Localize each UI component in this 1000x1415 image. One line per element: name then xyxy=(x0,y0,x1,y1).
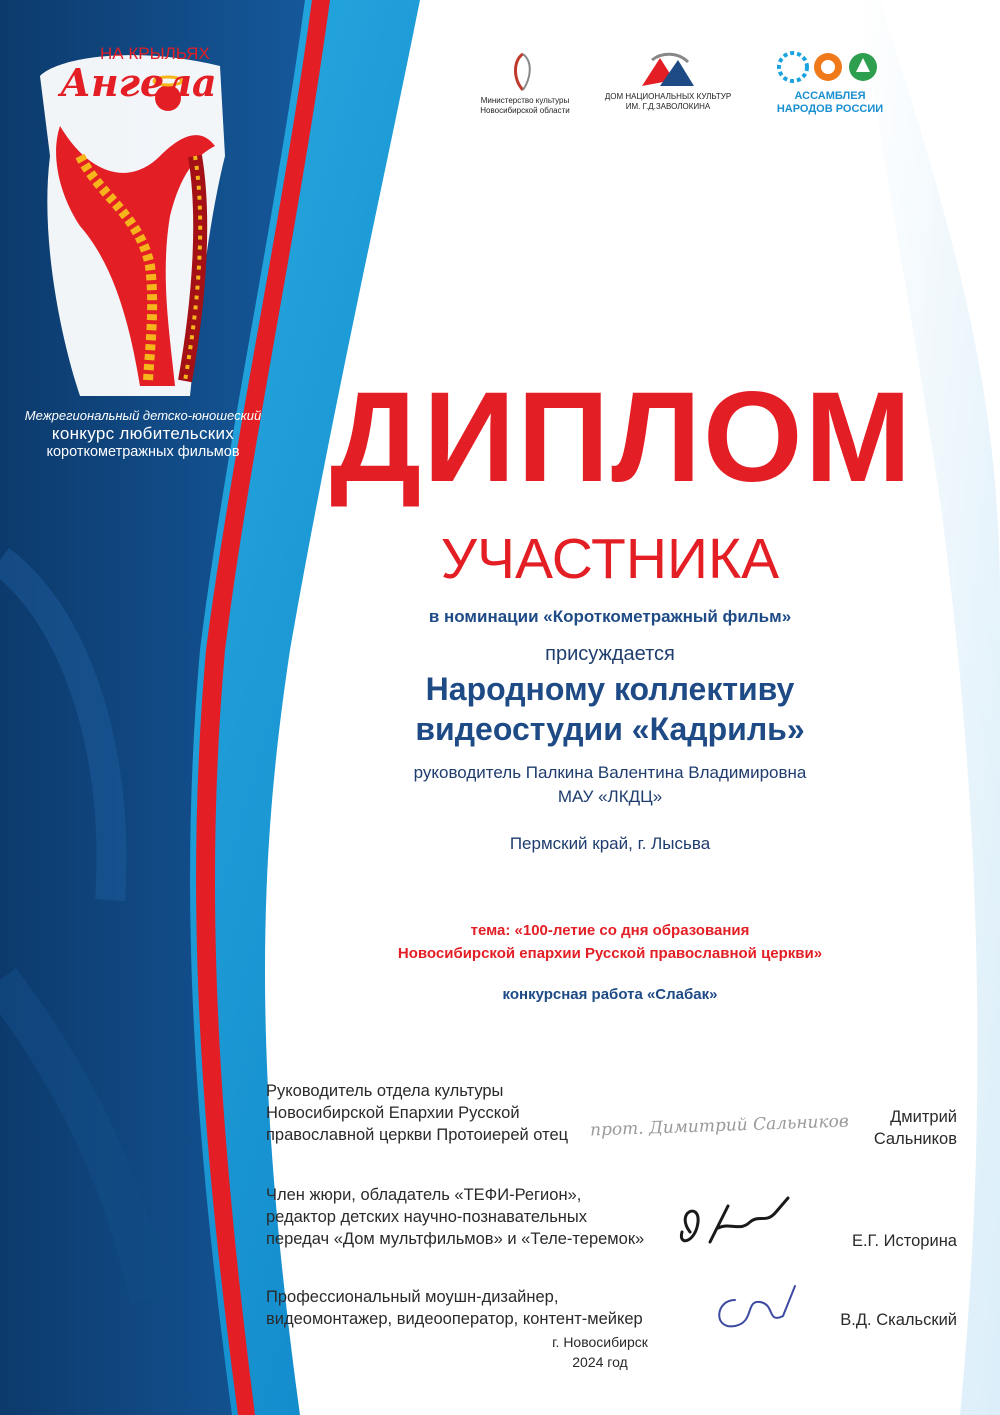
awarded-label: присуждается xyxy=(545,643,675,665)
signature-2-role xyxy=(266,1184,644,1250)
ministry-logo-icon xyxy=(503,50,543,94)
signature-2-scribble xyxy=(670,1192,795,1262)
signature-3-role xyxy=(266,1286,643,1330)
theme-line-1: тема: «100-летие со дня образования xyxy=(470,922,750,939)
head-name: руководитель Палкина Валентина Владимировна xyxy=(413,763,807,782)
signature-3-scribble xyxy=(705,1280,800,1340)
recipient-line-1: Народному коллективу xyxy=(425,671,795,707)
house-line-2: ИМ. Г.Д.ЗАВОЛОКИНА xyxy=(625,102,711,111)
signature-1-handwriting: прот. Димитрий Сальников xyxy=(589,1111,850,1141)
ministry-line-1: Министерство культуры xyxy=(480,96,570,105)
signature-1-role-line: православной церкви Протоиерей отец xyxy=(266,1126,569,1144)
contest-line-1: Межрегиональный детско-юношеский xyxy=(24,408,262,423)
assembly-line-2: НАРОДОВ РОССИИ xyxy=(776,103,884,115)
signature-2-name: Е.Г. Историна xyxy=(851,1232,957,1250)
signature-3-role-line: Профессиональный моушн-дизайнер, xyxy=(266,1288,559,1306)
logo-script-text: Ангела xyxy=(60,60,217,105)
signature-2-role-line: редактор детских научно-познавательных xyxy=(266,1208,588,1226)
signature-3-name: В.Д. Скальский xyxy=(840,1311,957,1329)
assembly-caption xyxy=(760,90,900,116)
signature-1-name xyxy=(874,1106,957,1150)
nomination: в номинации «Короткометражный фильм» xyxy=(428,607,792,626)
signature-1-role-line: Руководитель отдела культуры xyxy=(266,1082,504,1100)
diploma-subtitle: УЧАСТНИКА xyxy=(440,527,780,591)
ministry-line-2: Новосибирской области xyxy=(480,106,570,115)
logo-top-text: НА КРЫЛЬЯХ xyxy=(100,44,210,63)
theme-line-2: Новосибирской епархии Русской православной церкви» xyxy=(397,945,823,962)
organization: МАУ «ЛКДЦ» xyxy=(557,787,663,806)
house-of-cultures-logo-icon xyxy=(638,52,698,88)
signature-1-name-line: Сальников xyxy=(873,1130,957,1148)
signature-2-role-line: Член жюри, обладатель «ТЕФИ-Регион», xyxy=(266,1186,582,1204)
house-line-1: ДОМ НАЦИОНАЛЬНЫХ КУЛЬТУР xyxy=(604,92,732,101)
footer-city: г. Новосибирск xyxy=(552,1334,648,1350)
signature-3-role-line: видеомонтажер, видеооператор, контент-мейкер xyxy=(266,1310,643,1328)
contest-line-3: короткометражных фильмов xyxy=(46,444,240,460)
ministry-caption xyxy=(470,96,580,116)
footer-year: 2024 год xyxy=(572,1354,628,1370)
contest-line-2: конкурс любительских xyxy=(51,424,235,443)
diploma-title: ДИПЛОМ xyxy=(330,366,914,509)
recipient-line-2: видеостудии «Кадриль» xyxy=(415,711,805,747)
signature-2-role-line: передач «Дом мультфильмов» и «Теле-теремок» xyxy=(266,1230,645,1248)
signature-1-role-line: Новосибирской Епархии Русской xyxy=(266,1104,520,1122)
assembly-logo-icon xyxy=(776,48,881,86)
place: Пермский край, г. Лысьва xyxy=(509,834,711,853)
signature-1-name-line: Дмитрий xyxy=(890,1108,957,1126)
contest-work: конкурсная работа «Слабак» xyxy=(502,986,718,1003)
house-caption xyxy=(598,92,738,112)
assembly-line-1: АССАМБЛЕЯ xyxy=(794,90,866,102)
signature-1-role xyxy=(266,1080,568,1146)
